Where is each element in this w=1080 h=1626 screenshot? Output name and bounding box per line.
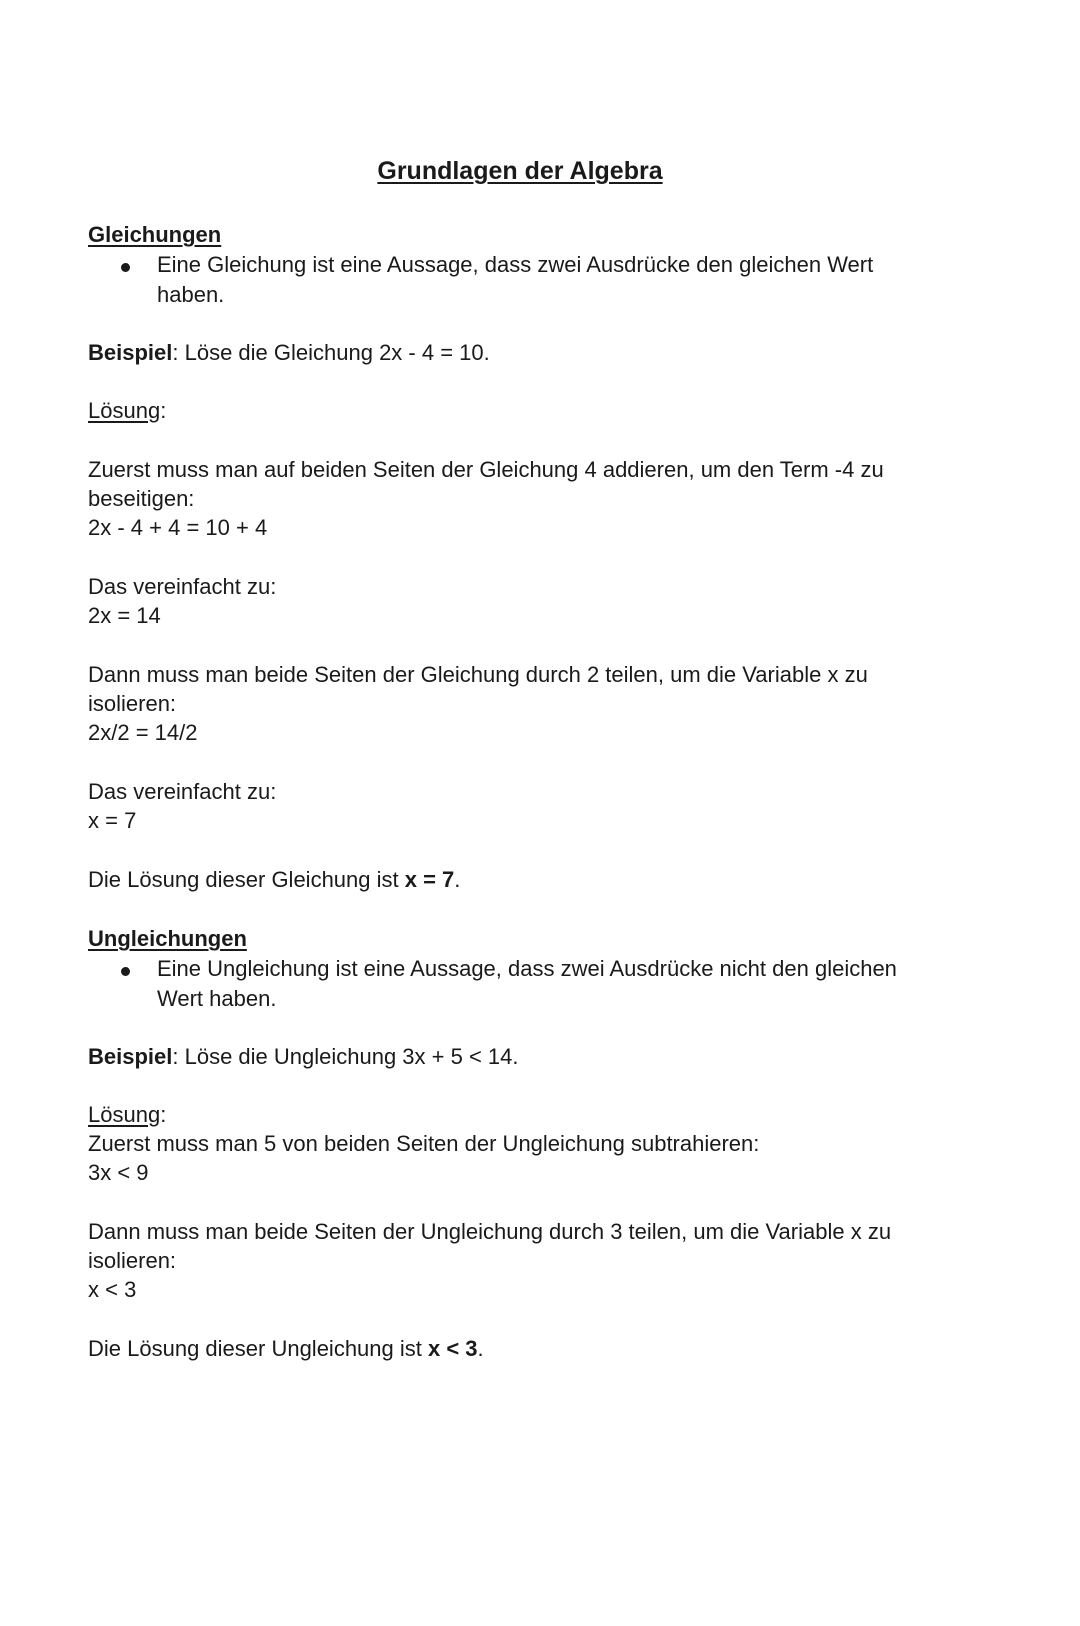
example-label: Beispiel	[88, 1044, 173, 1069]
equation: 2x - 4 + 4 = 10 + 4	[88, 515, 268, 540]
bullet-text-line: haben.	[157, 282, 225, 307]
equation: 2x/2 = 14/2	[88, 720, 198, 745]
step-text: Dann muss man beide Seiten der Gleichung durch 2 teilen, um die Variable x zu	[88, 662, 868, 687]
equation: x < 3	[88, 1277, 137, 1302]
conclusion-line	[88, 865, 460, 895]
conclusion-suffix: .	[454, 867, 461, 892]
solution-colon: :	[160, 1102, 167, 1127]
step-text: Dann muss man beide Seiten der Ungleichung durch 3 teilen, um die Variable x zu	[88, 1219, 892, 1244]
example-line	[88, 1042, 519, 1072]
conclusion-result: x < 3	[427, 1336, 478, 1361]
example-line	[88, 338, 490, 368]
section-heading-ungleichungen: Ungleichungen	[88, 926, 247, 951]
step-text: Das vereinfacht zu:	[88, 779, 277, 804]
page-title: Grundlagen der Algebra	[377, 157, 663, 185]
bullet-icon	[121, 263, 130, 272]
example-label: Beispiel	[88, 340, 173, 365]
solution-label: Lösung	[88, 1102, 161, 1127]
equation: x = 7	[88, 808, 137, 833]
equation: 3x < 9	[88, 1160, 149, 1185]
example-text: : Löse die Ungleichung 3x + 5 < 14.	[172, 1044, 519, 1069]
conclusion-prefix: Die Lösung dieser Gleichung ist	[88, 867, 405, 892]
conclusion-suffix: .	[477, 1336, 484, 1361]
section-heading-gleichungen: Gleichungen	[88, 222, 222, 247]
solution-label-line	[88, 396, 166, 426]
step-text: Zuerst muss man auf beiden Seiten der Gleichung 4 addieren, um den Term -4 zu	[88, 457, 884, 482]
step-text: Zuerst muss man 5 von beiden Seiten der Ungleichung subtrahieren:	[88, 1131, 760, 1156]
bullet-text-line: Eine Gleichung ist eine Aussage, dass zwei Ausdrücke den gleichen Wert	[157, 252, 874, 277]
solution-label: Lösung	[88, 398, 161, 423]
bullet-icon	[121, 967, 130, 976]
bullet-text-line: Wert haben.	[157, 986, 277, 1011]
conclusion-prefix: Die Lösung dieser Ungleichung ist	[88, 1336, 428, 1361]
conclusion-result: x = 7	[404, 867, 455, 892]
solution-label-line	[88, 1100, 166, 1130]
equation: 2x = 14	[88, 603, 161, 628]
step-text: isolieren:	[88, 691, 177, 716]
solution-colon: :	[160, 398, 167, 423]
example-text: : Löse die Gleichung 2x - 4 = 10.	[172, 340, 490, 365]
conclusion-line	[88, 1334, 484, 1364]
step-text: Das vereinfacht zu:	[88, 574, 277, 599]
step-text: isolieren:	[88, 1248, 177, 1273]
step-text: beseitigen:	[88, 486, 195, 511]
bullet-text-line: Eine Ungleichung ist eine Aussage, dass zwei Ausdrücke nicht den gleichen	[157, 956, 897, 981]
